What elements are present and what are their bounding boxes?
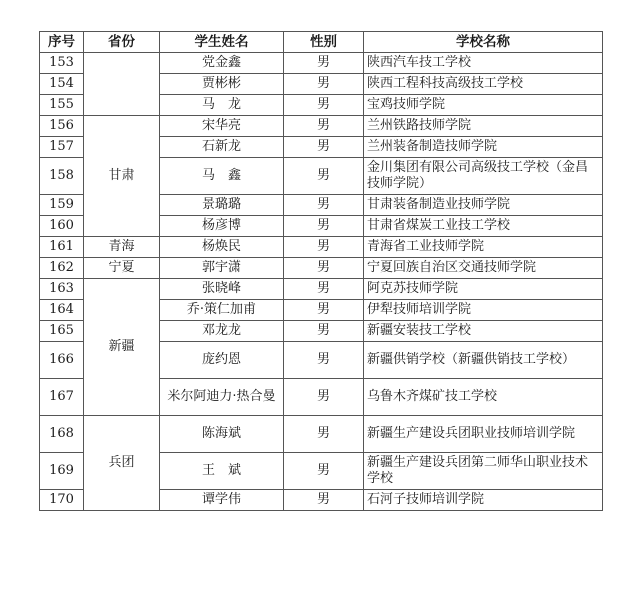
gender-cell: 男 (284, 258, 364, 279)
province-cell: 兵团 (84, 416, 160, 511)
gender-cell: 男 (284, 490, 364, 511)
school-name-cell: 新疆生产建设兵团职业技师培训学院 (364, 416, 603, 453)
seq-cell: 158 (40, 158, 84, 195)
student-name-cell: 石新龙 (160, 137, 284, 158)
seq-cell: 154 (40, 74, 84, 95)
header-row (40, 32, 603, 53)
seq-cell: 164 (40, 300, 84, 321)
gender-cell: 男 (284, 416, 364, 453)
header-seq: 序号 (40, 32, 84, 53)
province-cell: 甘肃 (84, 116, 160, 237)
gender-cell: 男 (284, 279, 364, 300)
student-name-cell: 庞约恩 (160, 342, 284, 379)
student-name-cell: 米尔阿迪力·热合曼 (160, 379, 284, 416)
gender-cell: 男 (284, 453, 364, 490)
province-cell (84, 53, 160, 116)
table-row (40, 258, 603, 279)
school-name-cell: 新疆安装技工学校 (364, 321, 603, 342)
header-province: 省份 (84, 32, 160, 53)
student-name-cell: 党金鑫 (160, 53, 284, 74)
school-name-cell: 宝鸡技师学院 (364, 95, 603, 116)
province-cell: 青海 (84, 237, 160, 258)
gender-cell: 男 (284, 137, 364, 158)
student-name-cell: 邓龙龙 (160, 321, 284, 342)
gender-cell: 男 (284, 116, 364, 137)
school-name-cell: 兰州铁路技师学院 (364, 116, 603, 137)
school-name-cell: 兰州装备制造技师学院 (364, 137, 603, 158)
gender-cell: 男 (284, 300, 364, 321)
school-name-cell: 陕西汽车技工学校 (364, 53, 603, 74)
student-name-cell: 乔·策仁加甫 (160, 300, 284, 321)
gender-cell: 男 (284, 321, 364, 342)
student-name-cell: 陈海斌 (160, 416, 284, 453)
student-name-cell: 郭宇潇 (160, 258, 284, 279)
gender-cell: 男 (284, 342, 364, 379)
student-name-cell: 马 龙 (160, 95, 284, 116)
student-name-cell: 景璐璐 (160, 195, 284, 216)
table-row (40, 53, 603, 74)
school-name-cell: 乌鲁木齐煤矿技工学校 (364, 379, 603, 416)
student-name-cell: 杨焕民 (160, 237, 284, 258)
school-name-cell: 阿克苏技师学院 (364, 279, 603, 300)
seq-cell: 160 (40, 216, 84, 237)
seq-cell: 157 (40, 137, 84, 158)
gender-cell: 男 (284, 53, 364, 74)
seq-cell: 161 (40, 237, 84, 258)
school-name-cell: 新疆生产建设兵团第二师华山职业技术学校 (364, 453, 603, 490)
student-name-cell: 贾彬彬 (160, 74, 284, 95)
school-name-cell: 宁夏回族自治区交通技师学院 (364, 258, 603, 279)
student-name-cell: 谭学伟 (160, 490, 284, 511)
province-cell: 新疆 (84, 279, 160, 416)
table-row (40, 237, 603, 258)
header-name: 学生姓名 (160, 32, 284, 53)
school-name-cell: 新疆供销学校（新疆供销技工学校） (364, 342, 603, 379)
table-row (40, 279, 603, 300)
seq-cell: 163 (40, 279, 84, 300)
seq-cell: 153 (40, 53, 84, 74)
gender-cell: 男 (284, 379, 364, 416)
school-name-cell: 石河子技师培训学院 (364, 490, 603, 511)
student-name-cell: 王 斌 (160, 453, 284, 490)
school-name-cell: 甘肃省煤炭工业技工学校 (364, 216, 603, 237)
seq-cell: 156 (40, 116, 84, 137)
gender-cell: 男 (284, 216, 364, 237)
school-name-cell: 伊犁技师培训学院 (364, 300, 603, 321)
seq-cell: 166 (40, 342, 84, 379)
student-name-cell: 马 鑫 (160, 158, 284, 195)
roster-body (40, 53, 603, 511)
student-name-cell: 宋华亮 (160, 116, 284, 137)
seq-cell: 169 (40, 453, 84, 490)
student-name-cell: 杨彦博 (160, 216, 284, 237)
student-name-cell: 张晓峰 (160, 279, 284, 300)
header-gender: 性别 (284, 32, 364, 53)
school-name-cell: 金川集团有限公司高级技工学校（金昌技师学院） (364, 158, 603, 195)
school-name-cell: 甘肃装备制造业技师学院 (364, 195, 603, 216)
province-cell: 宁夏 (84, 258, 160, 279)
school-name-cell: 青海省工业技师学院 (364, 237, 603, 258)
student-roster-table (39, 31, 603, 511)
gender-cell: 男 (284, 195, 364, 216)
seq-cell: 162 (40, 258, 84, 279)
gender-cell: 男 (284, 74, 364, 95)
table-row (40, 116, 603, 137)
header-school: 学校名称 (364, 32, 603, 53)
gender-cell: 男 (284, 95, 364, 116)
table-row (40, 416, 603, 453)
gender-cell: 男 (284, 158, 364, 195)
gender-cell: 男 (284, 237, 364, 258)
seq-cell: 167 (40, 379, 84, 416)
seq-cell: 168 (40, 416, 84, 453)
school-name-cell: 陕西工程科技高级技工学校 (364, 74, 603, 95)
seq-cell: 165 (40, 321, 84, 342)
seq-cell: 170 (40, 490, 84, 511)
seq-cell: 159 (40, 195, 84, 216)
seq-cell: 155 (40, 95, 84, 116)
